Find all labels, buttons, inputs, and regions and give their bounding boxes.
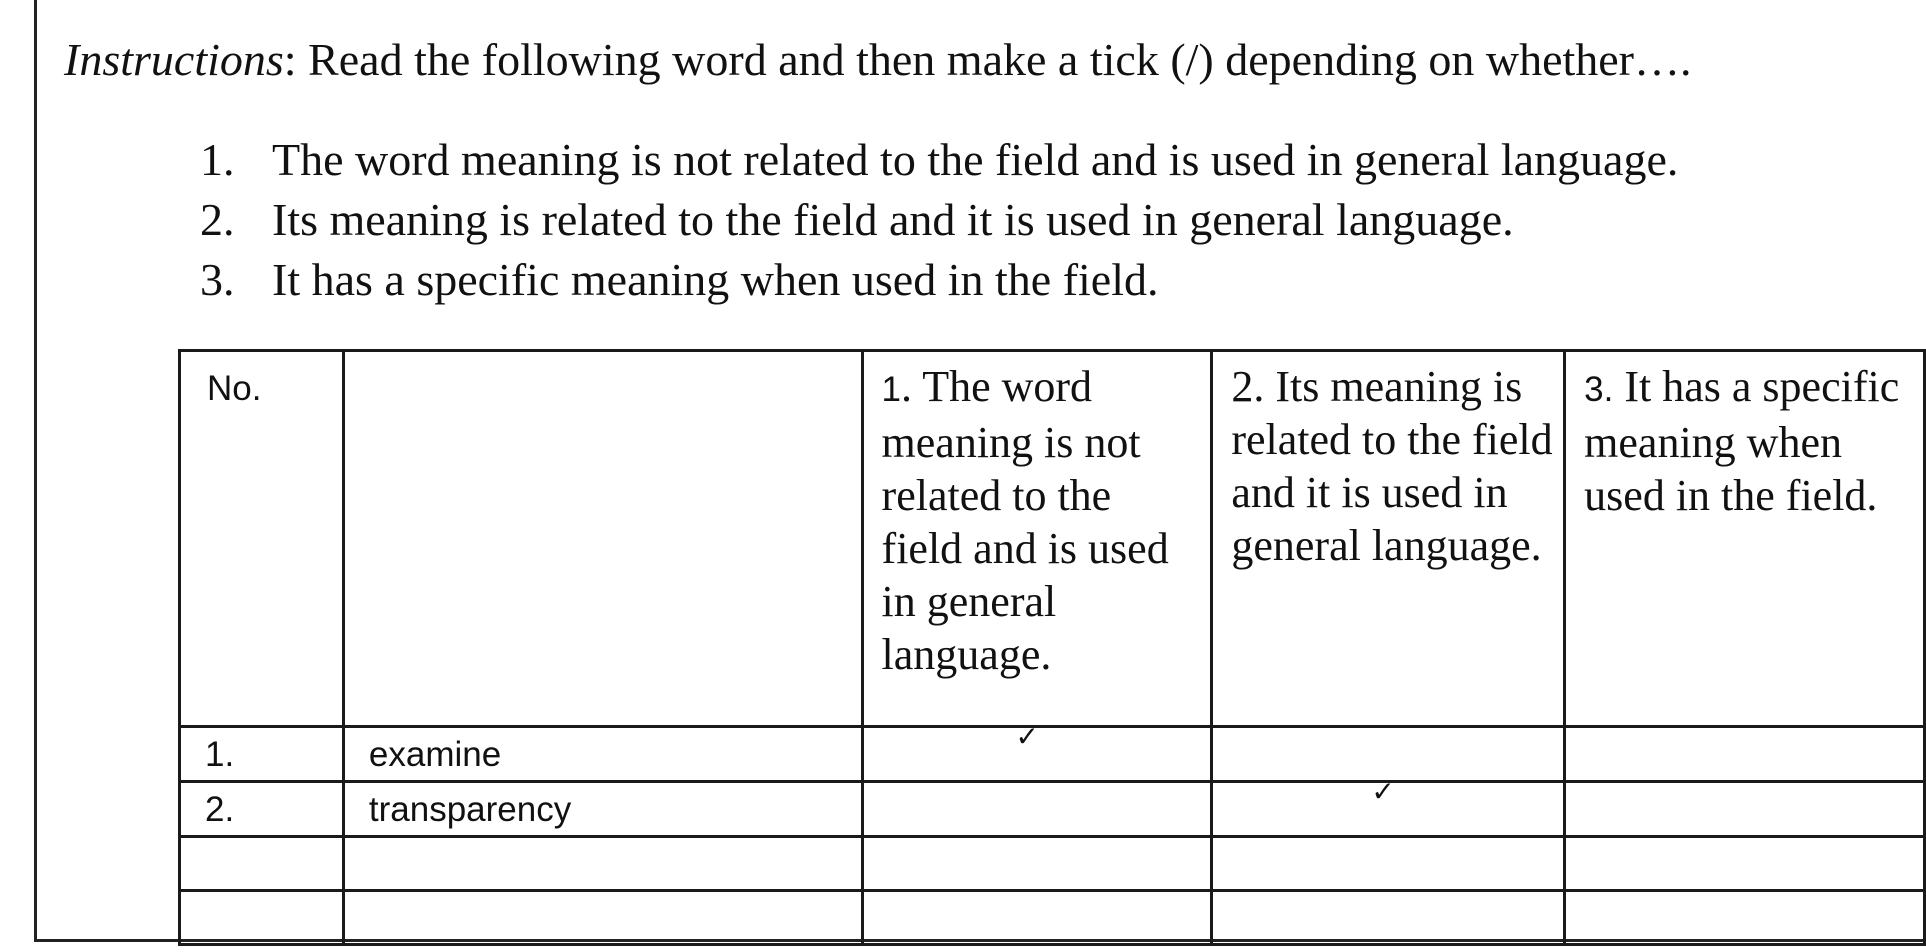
criteria-text: The word meaning is not related to the field and is used in general language. — [272, 134, 1679, 185]
criteria-list — [200, 130, 1678, 310]
tick-cell[interactable] — [1565, 837, 1925, 891]
table-header-row — [180, 351, 1925, 727]
tick-cell[interactable] — [1565, 891, 1925, 945]
criteria-item — [200, 250, 1678, 310]
tick-cell[interactable] — [862, 782, 1212, 837]
tick-cell[interactable] — [862, 720, 1212, 782]
header-criterion-3-number: 3. — [1584, 370, 1614, 409]
tick-cell[interactable] — [1212, 775, 1565, 837]
header-no: No. — [180, 351, 344, 727]
criteria-text: Its meaning is related to the field and it is used in general language. — [272, 194, 1514, 245]
header-criterion-1-text: . The word meaning is not related to the field and is used in general language. — [881, 362, 1169, 679]
header-criterion-3-text: It has a specific meaning when used in the field. — [1584, 362, 1900, 520]
tick-cell[interactable] — [1565, 727, 1925, 782]
word-classification-table — [178, 349, 1926, 946]
row-word — [343, 891, 862, 945]
tick-cell[interactable] — [1212, 891, 1565, 945]
tick-cell[interactable] — [1212, 727, 1565, 782]
row-number: 1. — [180, 727, 344, 782]
criteria-number: 2. — [200, 194, 235, 245]
criteria-number: 3. — [200, 254, 235, 305]
instructions-text: : Read the following word and then make a tick (/) depending on whether…. — [283, 34, 1692, 85]
criteria-number: 1. — [200, 134, 235, 185]
tick-cell[interactable] — [1212, 837, 1565, 891]
tick-cell[interactable] — [1565, 782, 1925, 837]
table-row — [180, 782, 1925, 837]
criteria-item — [200, 190, 1678, 250]
header-criterion-1 — [862, 351, 1212, 727]
header-word — [343, 351, 862, 727]
tick-cell[interactable] — [862, 891, 1212, 945]
instructions-line — [64, 30, 1692, 90]
header-criterion-2: 2. Its meaning is related to the field and it is used in general language. — [1212, 351, 1565, 727]
table-row — [180, 891, 1925, 945]
header-criterion-1-number: 1 — [881, 370, 902, 409]
row-number — [180, 891, 344, 945]
checkmark-icon: ✓ — [1015, 720, 1040, 753]
header-criterion-3 — [1565, 351, 1925, 727]
row-word: transparency — [343, 782, 862, 837]
instructions-lead: Instructions — [64, 34, 284, 85]
criteria-item — [200, 130, 1678, 190]
row-number: 2. — [180, 782, 344, 837]
row-word — [343, 837, 862, 891]
criteria-text: It has a specific meaning when used in the field. — [272, 254, 1159, 305]
table-row — [180, 837, 1925, 891]
table-row — [180, 727, 1925, 782]
tick-cell[interactable] — [862, 837, 1212, 891]
row-number — [180, 837, 344, 891]
row-word: examine — [343, 727, 862, 782]
checkmark-icon: ✓ — [1371, 775, 1395, 808]
